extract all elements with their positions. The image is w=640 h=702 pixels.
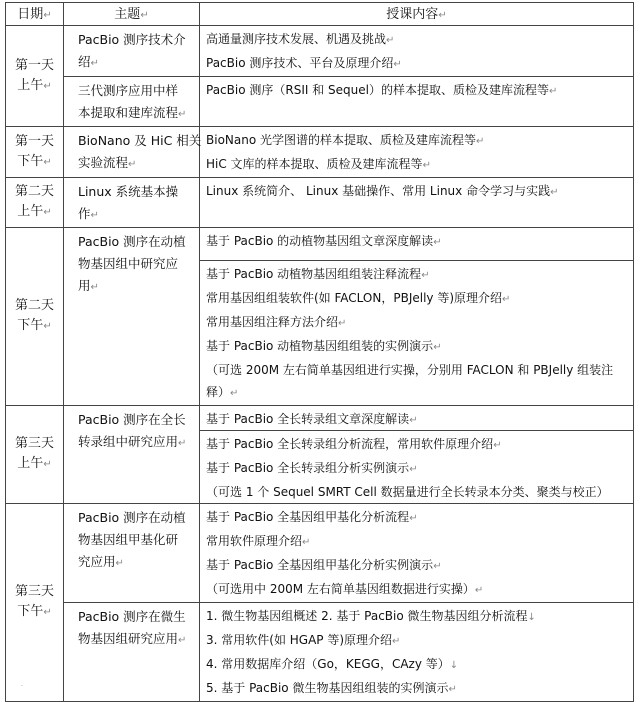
content-subcell: 基于 PacBio 全长转录组文章深度解读↵ — [206, 412, 418, 426]
date-cell: 第二天 下午↵ — [6, 228, 64, 406]
date-cell: 第二天 上午↵ — [6, 178, 64, 228]
content-subcell: 基于 PacBio 的动植物基因组文章深度解读↵ — [206, 234, 442, 248]
content-cell — [200, 228, 634, 406]
header-date: 日期↵ — [6, 3, 64, 26]
content-cell: PacBio 测序（RSII 和 Sequel）的样本提取、质检及建库流程等↵ — [200, 77, 634, 127]
table-row — [6, 603, 634, 702]
header-topic: 主题↵ — [64, 3, 200, 26]
date-cell: 第一天 下午↵ — [6, 127, 64, 178]
header-content: 授课内容↵ — [200, 3, 634, 26]
trailing-paragraph-mark: · — [21, 683, 23, 690]
topic-cell: 三代测序应用中样 本提取和建库流程↵ — [64, 77, 200, 127]
date-cell: 第三天 上午↵ — [6, 406, 64, 504]
table-row — [6, 406, 634, 504]
content-cell: 基于 PacBio 全基因组甲基化分析流程↵ 常用软件原理介绍↵ 基于 PacBio 全基因组甲基化分析实例演示↵ （可选用中 200M 左右简单基因组数据进行实操）↵ — [200, 504, 634, 603]
topic-cell: PacBio 测序在全长 转录组中研究应用↵ — [64, 406, 200, 504]
content-cell — [200, 406, 634, 504]
topic-cell: PacBio 测序技术介 绍↵ — [64, 26, 200, 77]
topic-cell: PacBio 测序在动植 物基因组中研究应 用↵ — [64, 228, 200, 406]
table-row — [6, 26, 634, 77]
table-row — [6, 504, 634, 603]
topic-cell: PacBio 测序在动植 物基因组甲基化研 究应用↵ — [64, 504, 200, 603]
schedule-table — [5, 2, 634, 702]
table-row — [6, 77, 634, 127]
schedule-table-wrapper — [5, 2, 633, 695]
topic-cell: BioNano 及 HiC 相关 实验流程↵ — [64, 127, 200, 178]
table-row — [6, 228, 634, 406]
date-cell: 第三天 下午↵ — [6, 504, 64, 702]
topic-cell: Linux 系统基本操 作↵ — [64, 178, 200, 228]
content-cell: 高通量测序技术发展、机遇及挑战↵ PacBio 测序技术、平台及原理介绍↵ — [200, 26, 634, 77]
date-cell: 第一天 上午↵ — [6, 26, 64, 127]
content-subcell: 基于 PacBio 动植物基因组组装注释流程↵ 常用基因组组装软件(如 FACLON，PBJelly 等)原理介绍↵ 常用基因组注释方法介绍↵ 基于 PacBio 动植物基因组组装的实例演示↵ （可选 200M 左右简单基因组进行实操，分别用 FACLON 和 PBJelly 组装注 释）↵ — [200, 260, 633, 405]
content-cell: BioNano 光学图谱的样本提取、质检及建库流程等↵ HiC 文库的样本提取、质检及建库流程等↵ — [200, 127, 634, 178]
content-subcell: 基于 PacBio 全长转录组分析流程，常用软件原理介绍↵ 基于 PacBio 全长转录组分析实例演示↵ （可选 1 个 Sequel SMRT Cell 数据量进行全长转录本分类、聚类与校正） — [200, 430, 633, 503]
content-cell: 1. 微生物基因组概述 2. 基于 PacBio 微生物基因组分析流程↓ 3. 常用软件(如 HGAP 等)原理介绍↵ 4. 常用数据库介绍（Go，KEGG，CAzy 等）↓ 5. 基于 PacBio 微生物基因组组装的实例演示↵ — [200, 603, 634, 702]
topic-cell: PacBio 测序在微生 物基因组研究应用↵ — [64, 603, 200, 702]
table-row — [6, 178, 634, 228]
content-cell: Linux 系统简介、 Linux 基础操作、常用 Linux 命令学习与实践↵ — [200, 178, 634, 228]
header-row — [6, 3, 634, 26]
table-row — [6, 127, 634, 178]
